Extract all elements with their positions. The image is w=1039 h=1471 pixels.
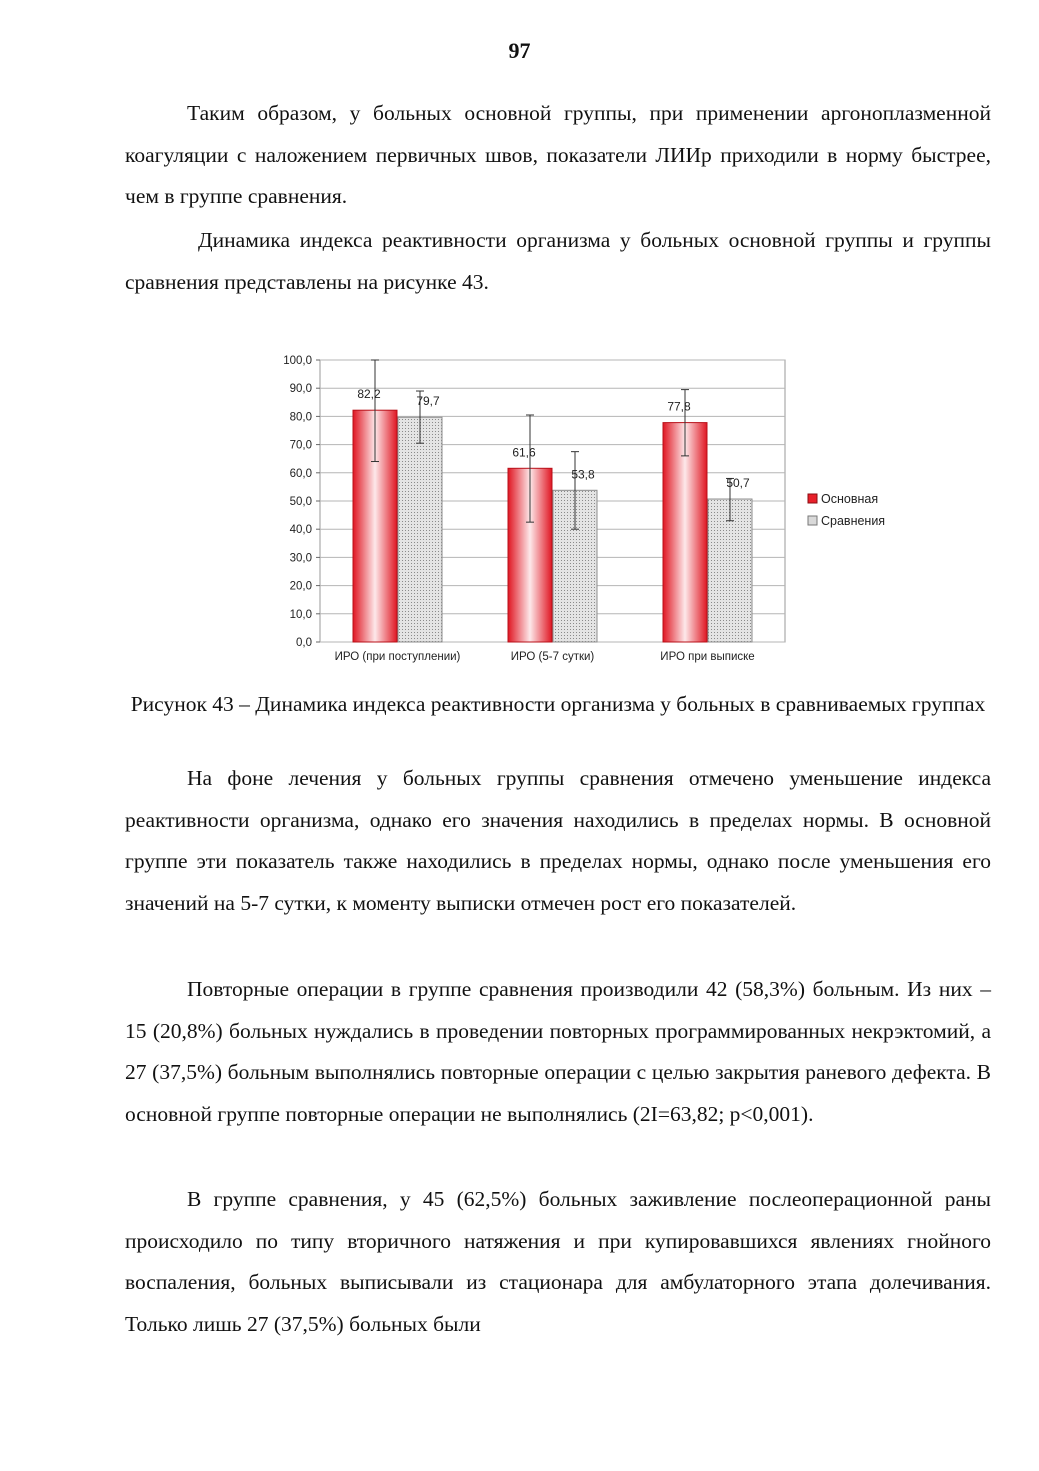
data-label: 61,6 (512, 445, 536, 460)
y-tick-label: 30,0 (289, 552, 312, 565)
paragraph-1: Таким образом, у больных основной группы, при применении аргоноплазменной коагуляции с наложением первичных швов, показатели ЛИИр приходили в норму быстрее, чем в группе сравнения. (125, 101, 991, 209)
x-tick-label: ИРО при выписке (660, 651, 755, 663)
x-axis-labels (335, 651, 755, 663)
y-tick-label: 20,0 (289, 580, 312, 593)
legend-swatch (808, 494, 817, 503)
data-label: 82,2 (357, 387, 381, 402)
page-number: 97 (508, 38, 531, 63)
bar-sravneniya (398, 417, 442, 642)
y-tick-label: 90,0 (289, 383, 312, 396)
data-label: 79,7 (416, 394, 440, 409)
paragraph-4: Повторные операции в группе сравнения производили 42 (58,3%) больным. Из них – 15 (20,8%) больных нуждались в проведении повторных программированных некрэктомий, а 27 (37,5%) больным выполнялись повторные операции с целью закрытия раневого дефекта. В основной группе повторные операции не выполнялись (2I=63,82; p<0,001). (125, 977, 991, 1126)
data-label: 77,8 (667, 399, 691, 414)
paragraph-2: Динамика индекса реактивности организма у больных основной группы и группы сравнения представлены на рисунке 43. (125, 228, 991, 294)
x-tick-label: ИРО (при поступлении) (334, 651, 461, 663)
y-tick-label: 40,0 (289, 524, 312, 537)
y-tick-label: 50,0 (289, 496, 312, 508)
legend-label: Основная (821, 492, 879, 506)
data-label: 53,8 (571, 467, 595, 482)
y-tick-label: 80,0 (289, 411, 312, 424)
bar-chart (270, 350, 915, 672)
y-tick-label: 100,0 (283, 355, 312, 367)
figure-caption: Рисунок 43 – Динамика индекса реактивности организма у больных в сравниваемых группах (130, 692, 986, 716)
y-axis-ticks (283, 355, 320, 649)
paragraph-3: На фоне лечения у больных группы сравнения отмечено уменьшение индекса реактивности организма, однако его значения находились в пределах нормы. В основной группе эти показатель также находились в пределах нормы, однако после уменьшения его значений на 5-7 сутки, к моменту выписки отмечен рост его показателей. (125, 766, 991, 915)
y-tick-label: 70,0 (289, 439, 312, 452)
y-tick-label: 10,0 (289, 608, 312, 621)
data-label: 50,7 (726, 476, 750, 491)
legend (808, 492, 885, 528)
paragraph-5: В группе сравнения, у 45 (62,5%) больных заживление послеоперационной раны происходило по типу вторичного натяжения и при купировавшихся явлениях гнойного воспаления, больных выписывали из стационара для амбулаторного этапа долечивания. Только лишь 27 (37,5%) больных были (125, 1187, 991, 1336)
x-tick-label: ИРО (5-7 сутки) (510, 651, 595, 663)
y-tick-label: 60,0 (289, 467, 312, 480)
legend-swatch (808, 516, 817, 525)
legend-label: Сравнения (821, 514, 886, 528)
y-tick-label: 0,0 (296, 637, 312, 649)
